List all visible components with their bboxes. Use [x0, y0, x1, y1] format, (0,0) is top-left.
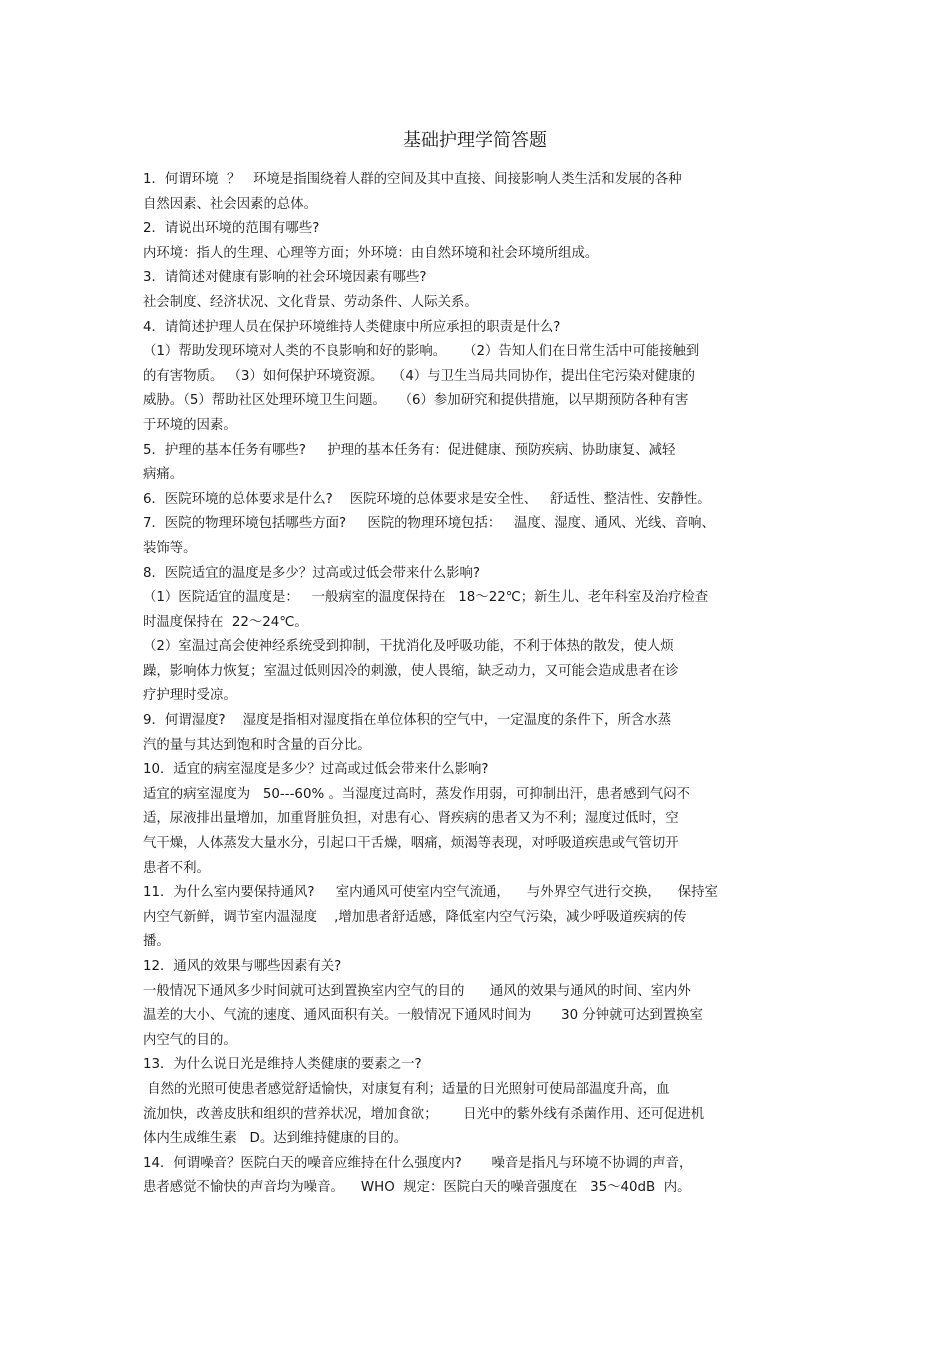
document-body [143, 168, 818, 1201]
text-line: 13．为什么说日光是维持人类健康的要素之一? [143, 1057, 422, 1073]
text-line: 社会制度、经济状况、文化背景、劳动条件、人际关系。 [143, 294, 478, 310]
text-line: 11．为什么室内要保持通风? 室内通风可使室内空气流通， 与外界空气进行交换， 保持室 [143, 885, 718, 901]
text-line: 3．请简述对健康有影响的社会环境因素有哪些? [143, 270, 427, 286]
text-line: 流加快，改善皮肤和组织的营养状况，增加食欲； 日光中的紫外线有杀菌作用、还可促进机 [143, 1106, 705, 1122]
text-line: 时温度保持在 22～24℃。 [143, 614, 308, 630]
text-line: 疗护理时受凉。 [143, 688, 237, 704]
text-line: 7．医院的物理环境包括哪些方面? 医院的物理环境包括： 温度、湿度、通风、光线、音响、 [143, 516, 715, 532]
text-line: 适宜的病室湿度为 50---60% 。当湿度过高时，蒸发作用弱，可抑制出汗，患者感到气闷不 [143, 786, 690, 802]
text-line: 自然因素、社会因素的总体。 [143, 196, 318, 212]
text-line: 内空气的目的。 [143, 1032, 237, 1048]
text-line: 气干燥，人体蒸发大量水分，引起口干舌燥，咽痛，烦渴等表现，对呼吸道疾患或气管切开 [143, 836, 679, 852]
text-line: 病痛。 [143, 467, 184, 483]
text-line: 10．适宜的病室湿度是多少？过高或过低会带来什么影响? [143, 762, 489, 778]
text-line: 威胁。（5）帮助社区处理环境卫生问题。 （6）参加研究和提供措施，以早期预防各种有害 [143, 393, 689, 409]
text-line: 体内生成维生素 D。达到维持健康的目的。 [143, 1131, 408, 1147]
text-line: 4．请简述护理人员在保护环境维持人类健康中所应承担的职责是什么? [143, 319, 561, 335]
text-line: 一般情况下通风多少时间就可达到置换室内空气的目的 通风的效果与通风的时间、室内外 [143, 983, 691, 999]
text-line: 的有害物质。 （3）如何保护环境资源。 （4）与卫生当局共同协作，提出住宅污染对健康的 [143, 368, 696, 384]
text-line: 汽的量与其达到饱和时含量的百分比。 [143, 737, 371, 753]
text-line: 患者不利。 [143, 860, 210, 876]
text-line: 1．何谓环境 ？ 环境是指围绕着人群的空间及其中直接、间接影响人类生活和发展的各种 [143, 172, 682, 187]
text-line: （2）室温过高会使神经系统受到抑制，干扰消化及呼吸功能，不利于体热的散发，使人烦 [143, 639, 674, 655]
text-line: 温差的大小、气流的速度、通风面积有关。一般情况下通风时间为 30 分钟就可达到置换室 [143, 1008, 703, 1024]
text-line: 内空气新鲜，调节室内温湿度 ,增加患者舒适感，降低室内空气污染，减少呼吸道疾病的传 [143, 909, 687, 925]
text-line: 患者感觉不愉快的声音均为噪音。 WHO 规定：医院白天的噪音强度在 35～40dB 内。 [143, 1180, 691, 1196]
text-line: 9．何谓湿度? 湿度是指相对湿度指在单位体积的空气中，一定温度的条件下，所含水蒸 [143, 713, 672, 729]
text-line: 自然的光照可使患者感觉舒适愉快，对康复有利；适量的日光照射可使局部温度升高，血 [143, 1081, 670, 1097]
text-line: 5．护理的基本任务有哪些? 护理的基本任务有：促进健康、预防疾病、协助康复、减轻 [143, 442, 676, 458]
text-line: 于环境的因素。 [143, 417, 237, 433]
text-line: 8．医院适宜的温度是多少？过高或过低会带来什么影响? [143, 565, 480, 581]
text-line: 2．请说出环境的范围有哪些? [143, 221, 320, 237]
text-line: （1）医院适宜的温度是： 一般病室的温度保持在 18～22℃；新生儿、老年科室及治疗检查 [143, 590, 709, 606]
text-line: 6．医院环境的总体要求是什么? 医院环境的总体要求是安全性、 舒适性、整洁性、安静性。 [143, 491, 711, 507]
text-line: 适，尿液排出量增加，加重肾脏负担，对患有心、肾疾病的患者又为不利；湿度过低时，空 [143, 811, 679, 827]
text-line: 躁，影响体力恢复；室温过低则因冷的刺激，使人畏缩，缺乏动力，又可能会造成患者在诊 [143, 663, 679, 679]
text-line: （1）帮助发现环境对人类的不良影响和好的影响。 （2）告知人们在日常生活中可能接触到 [143, 344, 700, 360]
text-line: 播。 [143, 934, 170, 950]
text-line: 内环境：指人的生理、心理等方面；外环境：由自然环境和社会环境所组成。 [143, 245, 599, 261]
page-title: 基础护理学简答题 [403, 130, 547, 151]
text-line: 12．通风的效果与哪些因素有关? [143, 959, 342, 974]
text-line: 14．何谓噪音？医院白天的噪音应维持在什么强度内? 噪音是指凡与环境不协调的声音， [143, 1155, 693, 1171]
text-line: 装饰等。 [143, 540, 197, 556]
